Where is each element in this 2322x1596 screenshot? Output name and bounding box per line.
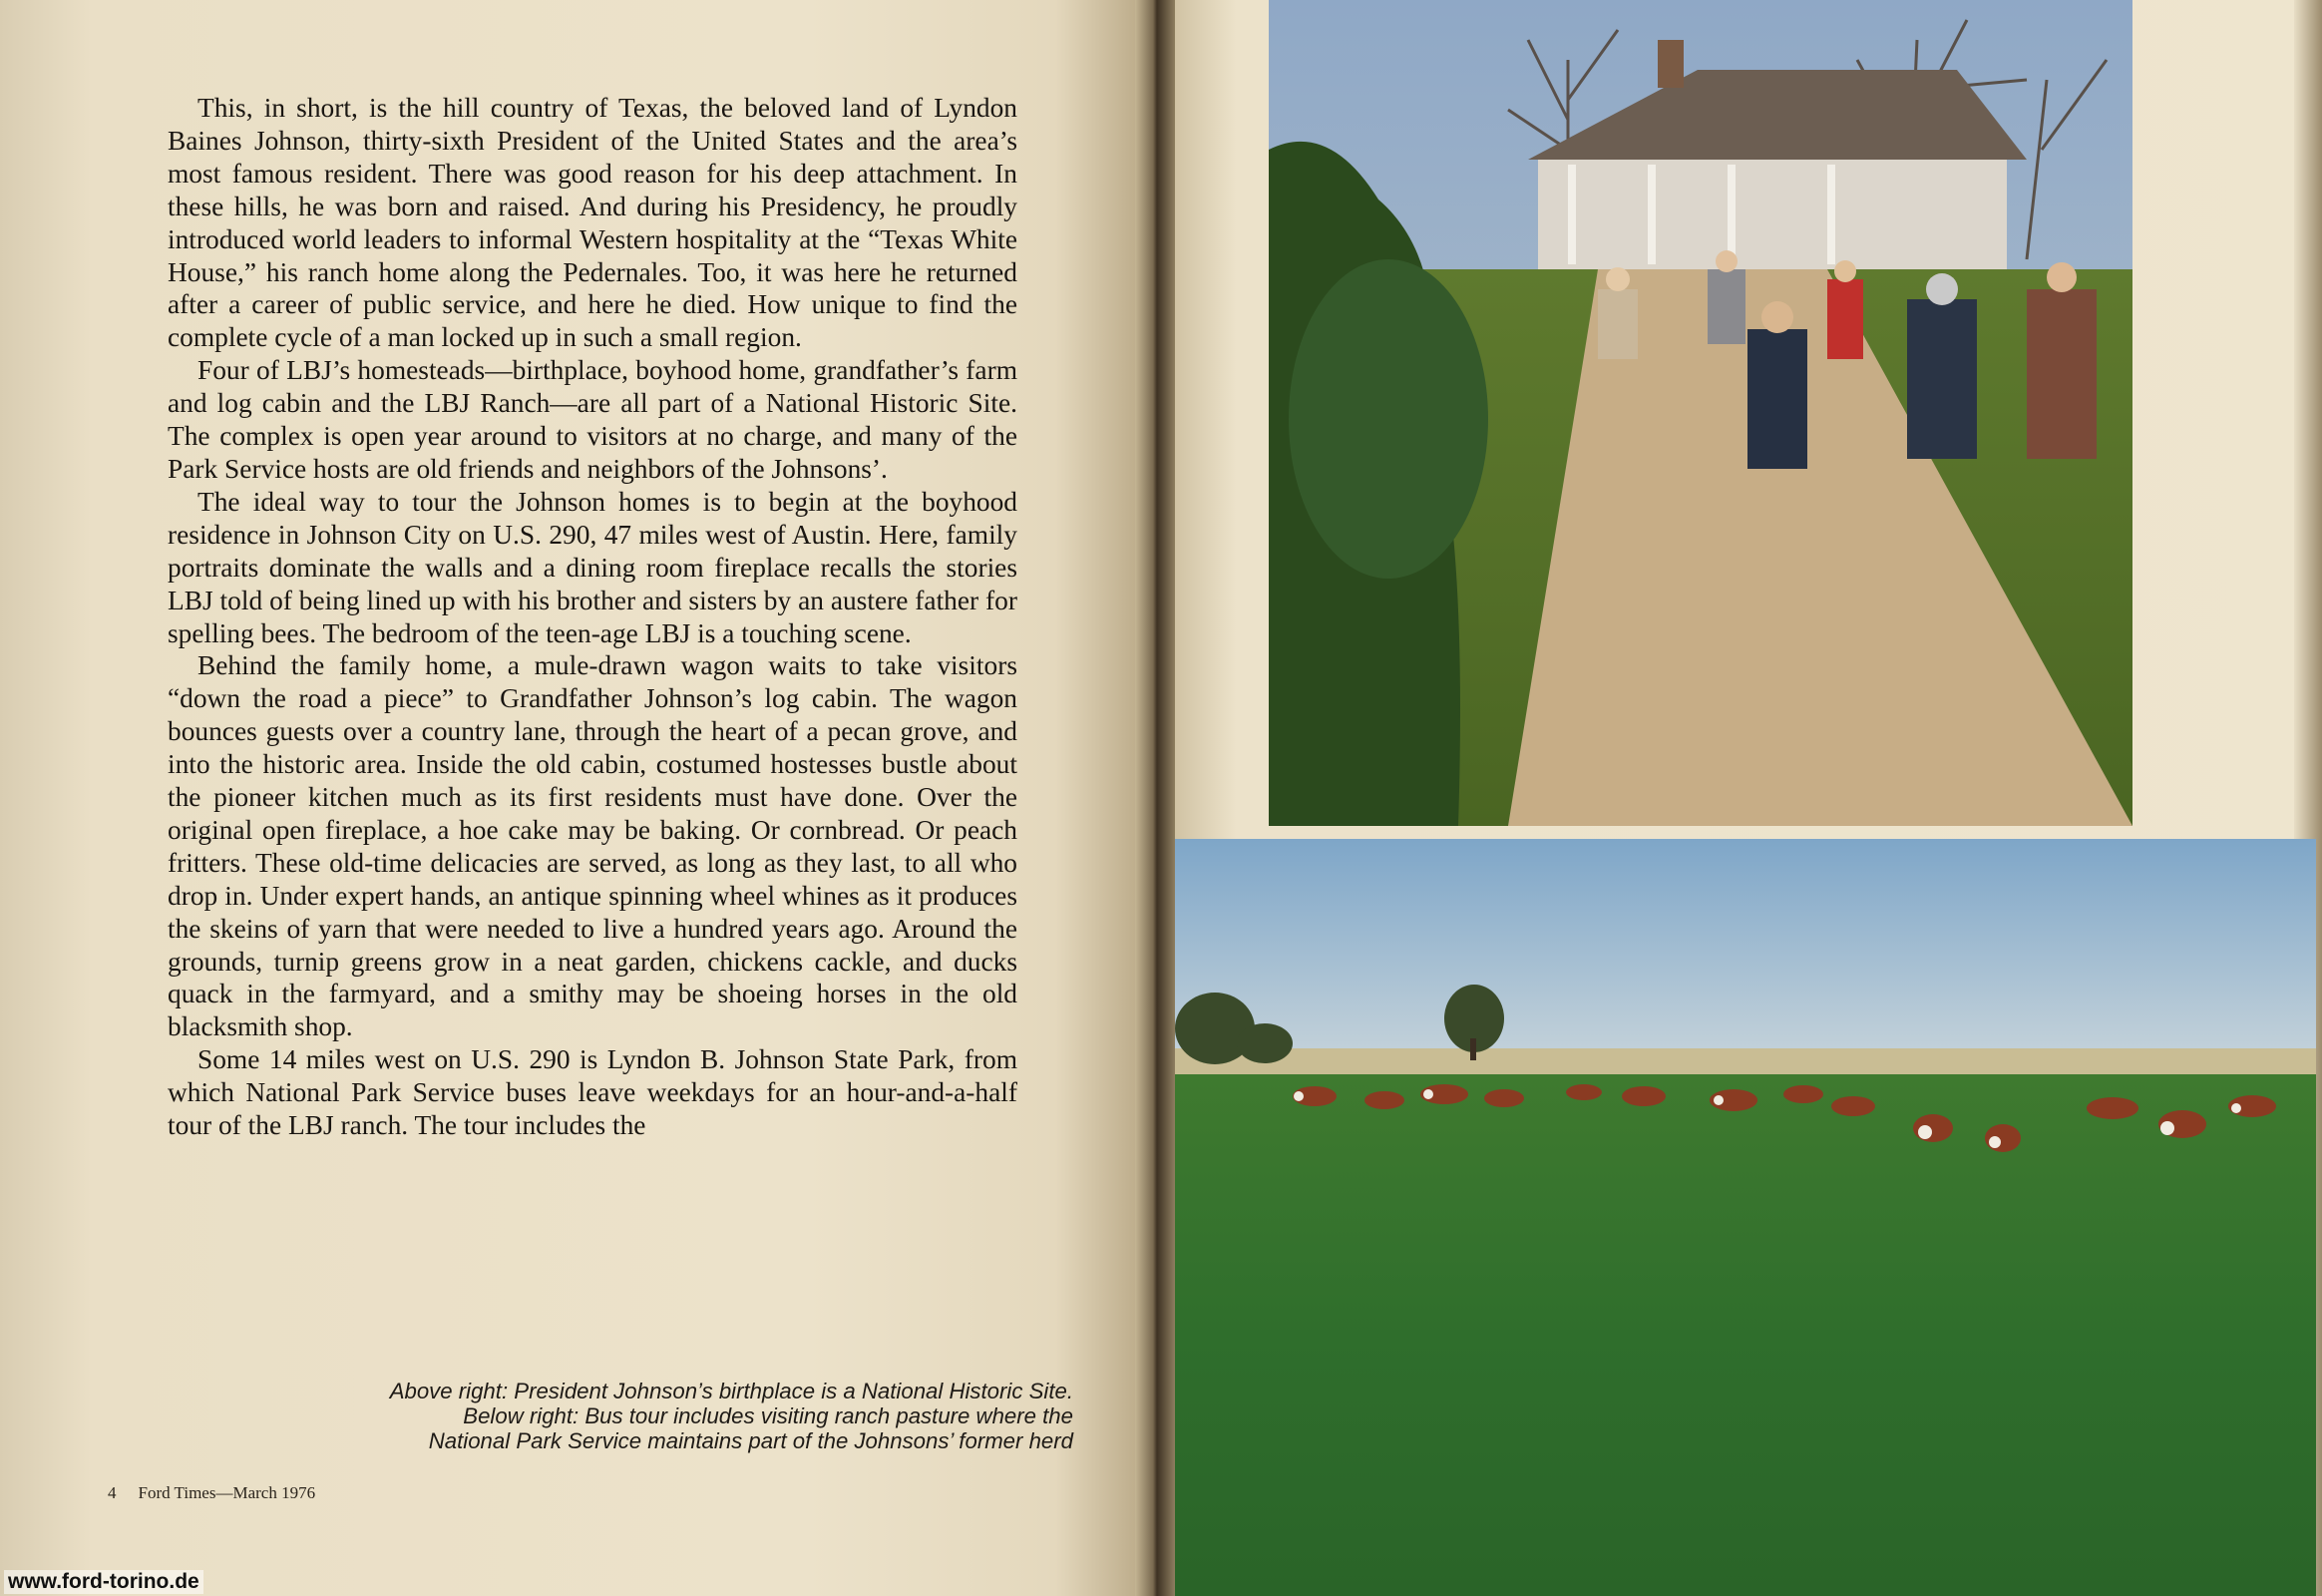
photo-caption xyxy=(140,1379,1073,1453)
pasture-grass xyxy=(1175,1074,2316,1596)
birthplace-illustration xyxy=(1269,0,2132,826)
caption-line-3: National Park Service maintains part of the Johnsons’ former herd xyxy=(428,1428,1073,1453)
site-watermark: www.ford-torino.de xyxy=(4,1570,203,1594)
page-number: 4 xyxy=(108,1483,117,1502)
paragraph-2: Four of LBJ’s homesteads—birthplace, boyhood home, grandfather’s farm and log cabin and the LBJ Ranch—are all part of a National Historic Site. The complex is open year around to visitors at no charge, and many of the Park Service hosts are old friends and neighbors of the Johnsons’. xyxy=(168,355,1017,484)
ranch-pasture-photo xyxy=(1175,839,2316,1596)
paragraph-4: Behind the family home, a mule-drawn wagon waits to take visitors “down the road a piece” to Grandfather Johnson’s log cabin. The wagon bounces guests over a country lane, through the heart of a pecan grove, and into the historic area. Inside the old cabin, costumed hostesses bustle about the pioneer kitchen much as its first residents must have done. Over the original open fireplace, a hoe cake may be baking. Or cornbread. Or peach fritters. These old-time delicacies are served, as long as they last, to all who drop in. Under expert hands, an antique spinning wheel whines as it produces the skeins of yarn that were needed to live a hundred years ago. Around the grounds, turnip greens grow in a neat garden, chickens cackle, and ducks quack in the farmyard, and a smithy may be shoeing horses in the old blacksmith shop. xyxy=(168,650,1017,1042)
paragraph-1: This, in short, is the hill country of Texas, the beloved land of Lyndon Baines Johnson, thirty-sixth President of the United States and the area’s most famous resident. There was good reason for his deep attachment. In these hills, he was born and raised. And during his Presidency, he proudly introduced world leaders to informal Western hospitality at the “Texas White House,” his ranch home along the Pedernales. Too, it was here he returned after a career of public service, and here he died. How unique to find the complete cycle of a man locked up in such a small region. xyxy=(168,93,1017,353)
distant-field xyxy=(1175,1048,2316,1076)
caption-line-2: Below right: Bus tour includes visiting ranch pasture where the xyxy=(463,1403,1073,1428)
paragraph-3: The ideal way to tour the Johnson homes is to begin at the boyhood residence in Johnson City on U.S. 290, 47 miles west of Austin. Here, family portraits dominate the walls and a dining room fireplace recalls the stories LBJ told of being lined up with his brother and sisters by an austere father for spelling bees. The bedroom of the teen-age LBJ is a touching scene. xyxy=(168,486,1017,648)
house-porch xyxy=(1538,160,2007,269)
publication-name: Ford Times—March 1976 xyxy=(138,1483,316,1502)
page-footer xyxy=(108,1483,315,1503)
chimney xyxy=(1658,40,1684,88)
birthplace-photo xyxy=(1269,0,2132,826)
caption-line-1: Above right: President Johnson’s birthplace is a National Historic Site. xyxy=(389,1379,1073,1403)
paragraph-5: Some 14 miles west on U.S. 290 is Lyndon B. Johnson State Park, from which National Park Service buses leave weekdays for an hour-and-a-half tour of the LBJ ranch. The tour includes the xyxy=(168,1044,1017,1141)
article-body xyxy=(168,92,1017,1142)
pasture-illustration xyxy=(1175,839,2316,1596)
page-gutter xyxy=(1135,0,1175,1596)
